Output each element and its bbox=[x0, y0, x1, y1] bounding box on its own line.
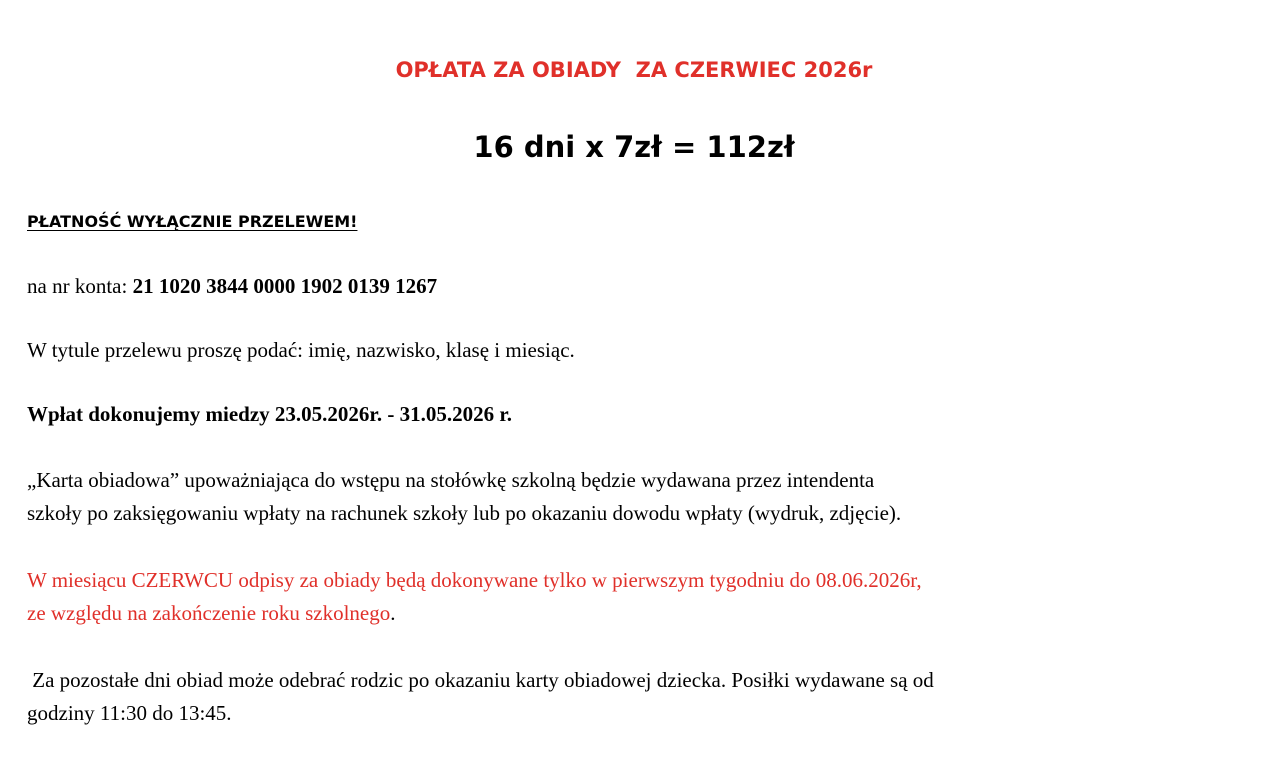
rest-days-line-1: Za pozostałe dni obiad może odebrać rodzic po okazaniu karty obiadowej dziecka. Posiłki wydawane są od bbox=[27, 668, 934, 692]
payment-dates: Wpłat dokonujemy miedzy 23.05.2026r. - 31.05.2026 r. bbox=[27, 402, 512, 426]
june-notice-paragraph bbox=[27, 564, 1238, 630]
june-notice-line-1: W miesiącu CZERWCU odpisy za obiady będą dokonywane tylko w pierwszym tygodniu do 08.06.2026r, bbox=[27, 568, 922, 592]
account-number: 21 1020 3844 0000 1902 0139 1267 bbox=[132, 274, 438, 298]
june-notice-period: . bbox=[390, 601, 396, 625]
account-label: na nr konta: bbox=[27, 274, 133, 298]
card-info-line-2: szkoły po zaksięgowaniu wpłaty na rachunek szkoły lub po okazaniu dowodu wpłaty (wydruk, zdjęcie). bbox=[27, 501, 902, 525]
page-title: OPŁATA ZA OBIADY ZA CZERWIEC 2026r bbox=[395, 58, 873, 82]
payment-heading: PŁATNOŚĆ WYŁĄCZNIE PRZELEWEM! bbox=[27, 212, 358, 231]
transfer-title-note: W tytule przelewu proszę podać: imię, nazwisko, klasę i miesiąc. bbox=[27, 338, 575, 362]
rest-days-paragraph bbox=[27, 664, 1238, 730]
june-notice-line-2-wrapper bbox=[27, 597, 1238, 630]
account-line bbox=[27, 270, 1238, 303]
card-info-paragraph bbox=[27, 464, 1238, 530]
rest-days-line-2: godziny 11:30 do 13:45. bbox=[27, 701, 232, 725]
card-info-line-1: „Karta obiadowa” upoważniająca do wstępu na stołówkę szkolną będzie wydawana przez intendenta bbox=[27, 468, 875, 492]
price-formula: 16 dni x 7zł = 112zł bbox=[473, 130, 795, 164]
june-notice-line-2: ze względu na zakończenie roku szkolnego bbox=[27, 601, 391, 625]
